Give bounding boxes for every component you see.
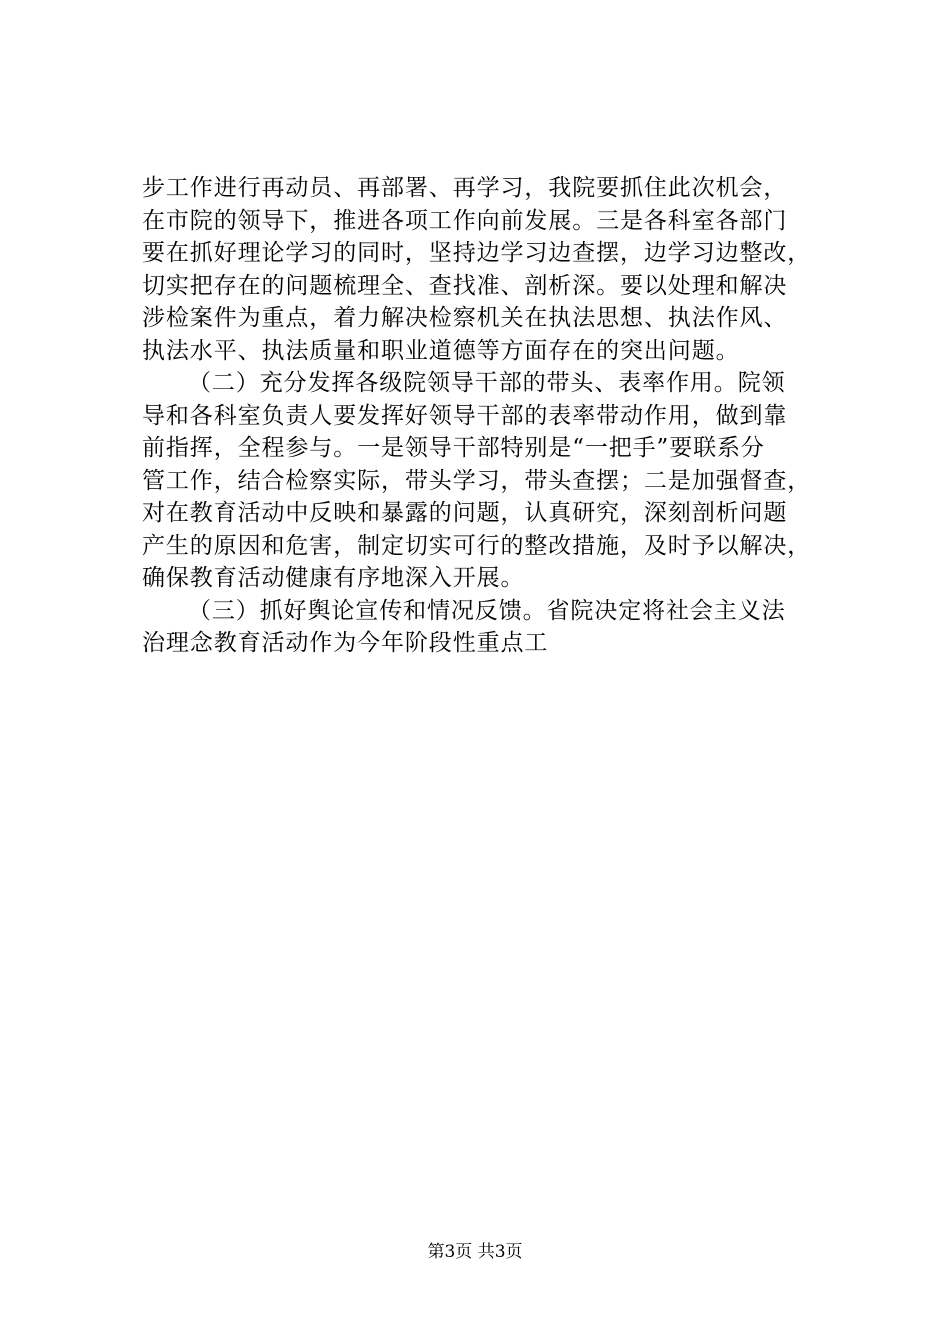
body-line: 导和各科室负责人要发挥好领导干部的表率带动作用，做到靠 [142, 402, 788, 429]
body-line: 前指挥，全程参与。一是领导干部特别是“一把手”要联系分 [142, 435, 765, 461]
body-line: 确保教育活动健康有序地深入开展。 [142, 565, 525, 591]
body-line: 治理念教育活动作为今年阶段性重点工 [142, 630, 549, 656]
body-line: （三）抓好舆论宣传和情况反馈。省院决定将社会主义法 [188, 597, 786, 624]
body-line: （二）充分发挥各级院领导干部的带头、表率作用。院领 [188, 370, 786, 396]
body-line: 对在教育活动中反映和暴露的问题，认真研究，深刻剖析问题 [142, 500, 788, 526]
body-line: 切实把存在的问题梳理全、查找准、剖析深。要以处理和解决 [142, 272, 788, 299]
body-line: 步工作进行再动员、再部署、再学习，我院要抓住此次机会， [142, 175, 788, 201]
body-line: 在市院的领导下，推进各项工作向前发展。三是各科室各部门 [142, 207, 788, 234]
body-line: 管工作，结合检察实际，带头学习，带头查摆；二是加强督查， [142, 467, 812, 494]
page-footer [0, 1240, 950, 1264]
body-line: 涉检案件为重点，着力解决检察机关在执法思想、执法作风、 [142, 305, 788, 331]
document-body [142, 172, 842, 660]
body-line: 产生的原因和危害，制定切实可行的整改措施，及时予以解决， [142, 532, 812, 559]
body-line: 执法水平、执法质量和职业道德等方面存在的突出问题。 [142, 337, 740, 364]
page-number-label: 第3页 共3页 [427, 1242, 523, 1262]
body-line: 要在抓好理论学习的同时，坚持边学习边查摆，边学习边整改， [142, 240, 812, 266]
